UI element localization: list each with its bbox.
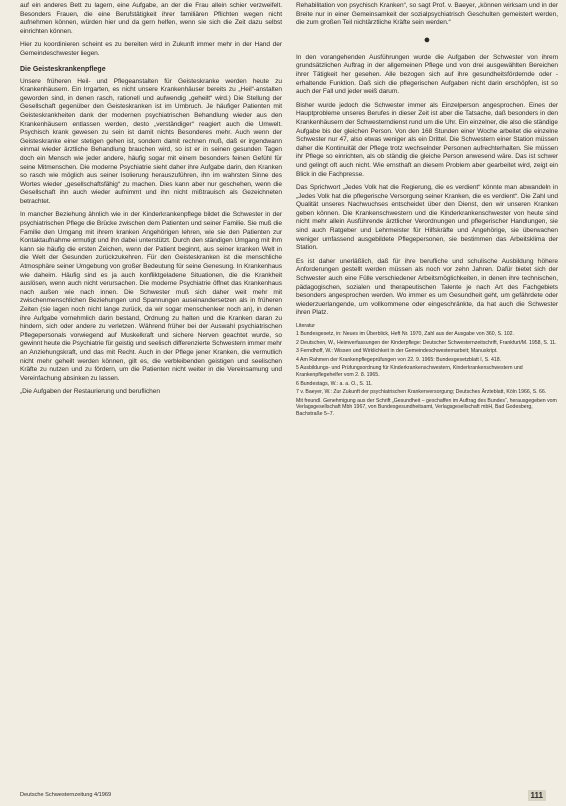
paragraph: auf ein anderes Bett zu lagern, eine Aufgabe, an der die Frau allein schier verzweifelt. Besonders Frauen, die eine Berufstätigkeit ihrer familiären Pflichten wegen nicht aufnehmen können, würden hier und da gern helfen, wenn sie sich die Zeit dazu selbst einrichten können. [20, 2, 282, 35]
paragraph: Bisher wurde jedoch die Schwester immer als Einzelperson angesprochen. Eines der Hauptprobleme unseres Berufes in dieser Zeit ist aber die Tatsache, daß besonders in den Krankenhäusern der Schwesterndienst rund um die Uhr. Ein einzelner, die also die ständige Aufgabe bis der gleichen Person. Von den 168 Stunden einer Woche arbeitet die einzelne Schwester nur 47, also etwas weniger als ein Drittel. Die Schwestern einer Station müssen daher die Kontinuität der Pflege trotz wechselnder Personen aufrechterhalten. Sie müssen ihr Pflege so einrichten, als ob ständig die gleiche Person anwesend wäre. Das ist schwer und gelingt oft auch nicht. Wie ernsthaft an diesem Problem aber gearbeitet wird, zeigt ein Blick in die Fachpresse. [296, 101, 558, 178]
reference-item: 6 Bundestags, W.: a. a. O., S. 11. [296, 380, 373, 387]
reference-item: 3 Ferndhoff, W.: Wissen und Wirklichkeit in der Gemeindeschwesternarbeit; Manuskript. [296, 348, 498, 355]
page-footer [20, 790, 546, 802]
references-list [296, 331, 558, 418]
reference-item: 5 Ausbildungs- und Prüfungsordnung für Kinderkrankenschwestern, Kinderkrankenschwestern und Krankenpflegehelfer vom 2. 8. 1965. [296, 365, 523, 378]
paragraph: In den vorangehenden Ausführungen wurde die Aufgaben der Schwester von ihrem grundsätzlichen Auftrag in der allgemeinen Pflege und von drei ausgewählten Bereichen ihrer Tätigkeit her gesehen. Alle bezogen sich auf ihre gesundheitsfördernde oder -erhaltende Funktion. Daß sich die pflegerischen Aufgaben nicht darin erschöpfen, ist so auch der Fall und jeder weiß darum. [296, 53, 558, 96]
reference-item: 4 Am Rahmen der Krankenpflegeprüfungen von 22. 9. 1965: Bundesgesetzblatt I, S. 418. [296, 356, 502, 363]
section-heading: Die Geisteskrankenpflege [20, 65, 106, 73]
paragraph: In mancher Beziehung ähnlich wie in der Kinderkrankenpflege bildet die Schwester in der psychiatrischen Pflege die Brücke zwischen dem Patienten und seiner Familie. Sie muß die Familie den Umgang mit ihrem kranken Angehörigen lehren, wie sie den Patienten zur Kontaktaufnahme ermutigt und ihn dabei unterstützt. Durch den ständigen Umgang mit ihm kann sie häufig die ersten Zeichen, wenn der Patient beginnt, aus seiner kranken Welt in die Welt der Gesunden zurückzukehren. Für den Geisteskranken ist die menschliche Atmosphäre seiner Umgebung von großer Bedeutung für seine Genesung. In Krankenhaus wie daheim. Häufig sind es ja auch konfliktgeladene Situationen, die die Krankheit auslösen, wenn auch nicht verursachen. Die moderne Psychiatrie öffnet das Krankenhaus nach außen wie nach innen. Die Schwester muß sich daher weit mehr mit zwischenmenschlichen Beziehungen und Spannungen auseinandersetzen als in früheren Zeiten (sie lagen noch nicht lange zurück, da wir sogar menschenleer noch an), in denen ihre Aufgabe vornehmlich darin bestand, Ordnung zu halten und die Kranken daran zu hindern, sich oder andere zu verletzen. Während früher bei der Auswahl psychiatrischen Pflegepersonals vorwiegend auf Muskelkraft und sichere Nerven geachtet wurde, so gewinnt heute die Psychiatrie für geistig und seelisch differenzierte Schwestern immer mehr an Anziehungskraft, und das mit Recht. Auch in der Pflege jener Kranken, die vermutlich nicht mehr geheilt werden können, gilt es, die verbleibenden geistigen und seelischen Kräfte zu nutzen und zu fördern, um die Patienten nicht weiter in die Vereinsamung und Vereinfachung absinken zu lassen. [20, 211, 282, 382]
page-number: 111 [528, 790, 546, 801]
reference-item: 7 v. Baeyer, W.: Zur Zukunft der psychiatrischen Krankenversorgung; Deutsches Ärzteblatt, Köln 1966, S. 66. [296, 389, 547, 396]
reference-item: Mit freundl. Genehmigung aus der Schrift „Gesundheit – geschaffen im Auftrag des Bundes“, herausgegeben vom Verlagsgesellschaft Mbh 1967, von Bundesgesundheitsamt, Verlagsgesellschaft mbH, Bad Godesberg, Bachstraße 5–7. [296, 397, 557, 417]
paragraph: Rehabilitation von psychisch Kranken“, so sagt Prof. v. Baeyer, „können wirksam und in der Breite nur in einer Gemeinsamkeit der sozialpsychiatrisch Geschulten gemeistert werden, die zum großen Teil nichtärztliche Kräfte sein werden.“ [296, 2, 558, 27]
paragraph: Das Sprichwort „Jedes Volk hat die Regierung, die es verdient“ könnte man abwandeln in „Jedes Volk hat die pflegerische Versorgung seiner Kranken, die es verdient“. Die Zahl und Qualität unseres Nachwuchses entscheidet über den Dienst, den wir unseren Kranken geben können. Die Krankenschwestern und die Kinderkrankenschwester von heute sind nicht mehr allein Ausführende ärztlicher Verordnungen und pflegerischer Handlungen, sie sind auch Ratgeber und Lehrmeister für Hilfskräfte und Angehörige, sie überwachen weniger umfassend ausgebildete Pflegepersonen, sie bestimmen das Arbeitsklima der Station. [296, 184, 558, 252]
section-divider-bullet: ● [423, 33, 431, 46]
publication-source: Deutsche Schwesternzeitung 4/1969 [20, 792, 112, 798]
right-column [296, 2, 558, 420]
paragraph: „Die Aufgaben der Restaurierung und beruflichen [20, 388, 160, 396]
paragraph: Es ist daher unerläßlich, daß für ihre berufliche und schulische Ausbildung höhere Anforderungen gestellt werden müssen als noch vor zehn Jahren. Dafür bietet sich der Schwester auch eine Fülle verschiedener Arbeitsmöglichkeiten, in denen ihre technischen, pädagogischen, sozialen und therapeutischen Talente je nach Art des Fachgebiets besonders angesprochen werden. Wo immer es um Gesundheit geht, um gefährdete oder wiederzuerlangende, um vollkommene oder eingeschränkte, da hat auch die Schwester ihren Platz. [296, 257, 558, 317]
paragraph: Unsere früheren Heil- und Pflegeanstalten für Geisteskranke werden heute zu Krankenhäusern. Ein Irrgarten, es nicht unsere Krankenhäuser bereits zu „Heil“-anstalten geworden sind, in denen rasch, rationell und aufwendig „geheilt“ wird.) Die Stellung der Gesellschaft gegenüber den Geisteskranken ist im Umbruch. Je häufiger Patienten mit Geisteskrankheiten dank der modernen psychiatrischen Behandlung wieder aus den Krankenhäusern entlassen werden, desto „verständiger“ reagiert auch die Umwelt. Psychisch krank gewesen zu sein ist damit nichts Besonderes mehr. Auch wenn der Geisteskranke einer stetigen gehen ist, sondern damit rechnen muß, daß er irgendwann einmal wieder ärztliche Behandlung brauchen wird, so ist er in seinen gesunden Tagen doch ein Mensch wie jeder andere, häufig sogar mit einem besonders feinen Gefühl für seine Mitmenschen. Die moderne Psychiatrie sieht daher ihre Aufgabe darin, den Kranken so rasch wie möglich aus seiner Isolierung herauszuführen, ihn im wahrsten Sinne des Wortes wieder „gesellschaftsfähig“ zu machen. Dies kann aber nur geschehen, wenn die Gesellschaft ihn auch wieder aufnimmt und ihn nicht mißtrauisch als Gezeichneten betrachtet. [20, 77, 282, 205]
reference-item: 2 Deutschen, W., Heimverfassungen der Kinderpflege: Deutscher Schwesternzeitschrift, Frankfurt/M. 1958, S. 11. [296, 339, 557, 346]
references-heading: Literatur [296, 323, 316, 329]
reference-item: 1 Bundesgesetz, in: Neues im Überblick, Heft Nr. 1970, Zahl aus der Ausgabe von 360, S. 102. [296, 331, 515, 337]
left-column [20, 2, 282, 402]
paragraph: Hier zu koordinieren scheint es zu bereiten wird in Zukunft immer mehr in der Hand der Gemeindeschwester liegen. [20, 41, 282, 57]
